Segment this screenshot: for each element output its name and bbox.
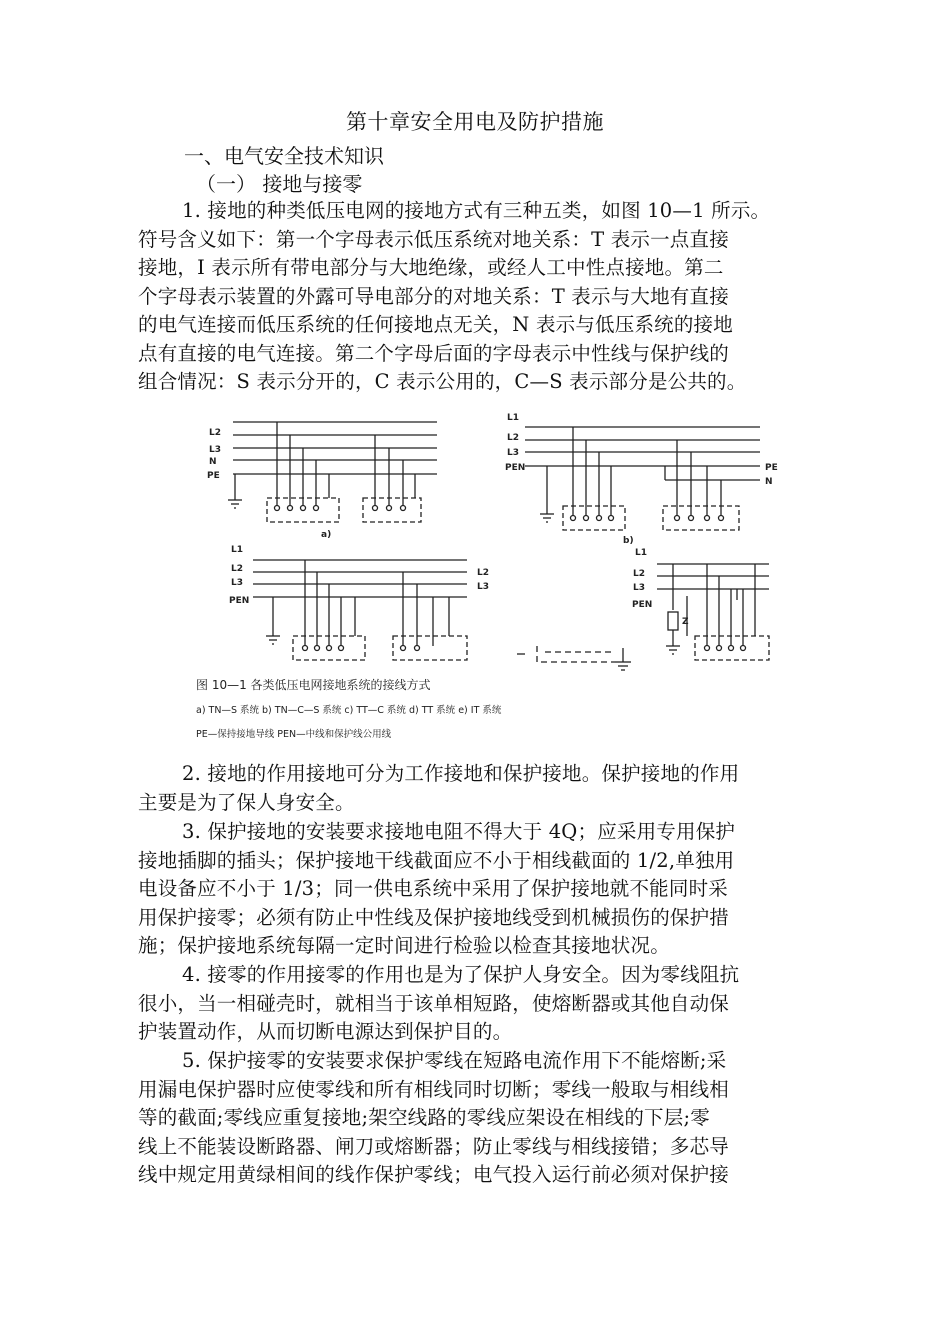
label-c-l1: L1 <box>231 545 243 555</box>
paragraph-line: 的电气连接而低压系统的任何接地点无关，N 表示与低压系统的接地 <box>138 313 733 336</box>
paragraph-line: 符号含义如下：第一个字母表示低压系统对地关系：T 表示一点直接 <box>138 227 729 251</box>
paragraph-5 <box>138 1047 838 1190</box>
label-c-l2-right: L2 <box>477 568 489 578</box>
diagram-d <box>517 646 631 670</box>
paragraph-4 <box>138 961 838 1047</box>
paragraph-line: 个字母表示装置的外露可导电部分的对地关系：T 表示与大地有直接 <box>138 284 729 308</box>
paragraph-line: 5. 保护接零的安装要求保护零线在短路电流作用下不能熔断;采 <box>182 1049 727 1072</box>
label-c-l3: L3 <box>231 578 243 588</box>
section-heading: 一、电气安全技术知识 <box>184 144 384 168</box>
paragraph-line: 护装置动作，从而切断电源达到保护目的。 <box>138 1020 513 1043</box>
label-b-l2: L2 <box>507 433 519 443</box>
chapter-title: 第十章安全用电及防护措施 <box>346 110 604 134</box>
subsection-heading: （一） 接地与接零 <box>196 172 363 196</box>
label-b-l3: L3 <box>507 448 519 458</box>
paragraph-line: 线上不能装设断路器、闸刀或熔断器；防止零线与相线接错；多芯导 <box>138 1134 730 1158</box>
paragraph-line: 1. 接地的种类低压电网的接地方式有三种五类，如图 10—1 所示。 <box>182 199 771 222</box>
paragraph-line: 2. 接地的作用接地可分为工作接地和保护接地。保护接地的作用 <box>182 762 740 785</box>
diagram-a <box>207 422 437 540</box>
paragraph-3 <box>138 818 838 961</box>
label-b-l1: L1 <box>507 413 519 423</box>
diagram-b <box>505 413 778 546</box>
label-a-l3: L3 <box>209 445 221 455</box>
paragraph-1 <box>138 197 838 397</box>
label-b-pen: PEN <box>505 463 526 473</box>
paragraph-line: 施；保护接地系统每隔一定时间进行检验以检查其接地状况。 <box>138 934 670 957</box>
diagram-e <box>632 548 769 660</box>
label-c-l2: L2 <box>231 564 243 574</box>
label-b-pe-right: PE <box>765 463 778 473</box>
diagram-b-tag: b) <box>623 536 634 546</box>
diagram-a-tag: a) <box>321 530 332 540</box>
paragraph-line: 点有直接的电气连接。第二个字母后面的字母表示中性线与保护线的 <box>138 341 730 365</box>
label-a-l2: L2 <box>209 428 221 438</box>
label-e-pen: PEN <box>632 600 653 610</box>
diagram-c <box>229 545 489 660</box>
figure-caption-legend: PE—保持接地导线 PEN—中线和保护线公用线 <box>196 729 392 740</box>
grounding-diagram <box>195 400 795 700</box>
paragraph-line: 4. 接零的作用接零的作用也是为了保护人身安全。因为零线阻抗 <box>182 963 740 986</box>
paragraph-2 <box>138 760 838 817</box>
paragraph-line: 接地，I 表示所有带电部分与大地绝缘，或经人工中性点接地。第二 <box>138 256 724 279</box>
label-c-l3-right: L3 <box>477 582 489 592</box>
paragraph-line: 组合情况：S 表示分开的，C 表示公用的，C—S 表示部分是公共的。 <box>138 370 747 393</box>
paragraph-line: 主要是为了保人身安全。 <box>138 790 355 814</box>
paragraph-line: 很小，当一相碰壳时，就相当于该单相短路，使熔断器或其他自动保 <box>138 991 730 1015</box>
paragraph-line: 用漏电保护器时应使零线和所有相线同时切断；零线一般取与相线相 <box>138 1077 730 1101</box>
paragraph-line: 3. 保护接地的安装要求接地电阻不得大于 4Q；应采用专用保护 <box>182 820 736 843</box>
figure-caption-title: 图 10—1 各类低压电网接地系统的接线方式 <box>196 678 431 692</box>
label-e-l2: L2 <box>633 569 645 579</box>
paragraph-line: 电设备应不小于 1/3；同一供电系统中采用了保护接地就不能同时采 <box>138 877 728 900</box>
label-a-n: N <box>209 457 217 467</box>
label-e-z: Z <box>682 617 689 627</box>
label-a-pe: PE <box>207 471 220 481</box>
label-b-n-right: N <box>765 477 773 487</box>
paragraph-line: 用保护接零；必须有防止中性线及保护接地线受到机械损伤的保护措 <box>138 905 730 929</box>
label-e-l3: L3 <box>633 583 645 593</box>
paragraph-line: 等的截面;零线应重复接地;架空线路的零线应架设在相线的下层;零 <box>138 1106 710 1129</box>
label-c-pen: PEN <box>229 596 250 606</box>
paragraph-line: 线中规定用黄绿相间的线作保护零线；电气投入运行前必须对保护接 <box>138 1163 730 1186</box>
paragraph-line: 接地插脚的插头；保护接地干线截面应不小于相线截面的 1/2,单独用 <box>138 848 735 872</box>
label-e-l1: L1 <box>635 548 647 558</box>
figure-caption-systems: a) TN—S 系统 b) TN—C—S 系统 c) TT—C 系统 d) TT 系统 e) IT 系统 <box>196 705 502 716</box>
